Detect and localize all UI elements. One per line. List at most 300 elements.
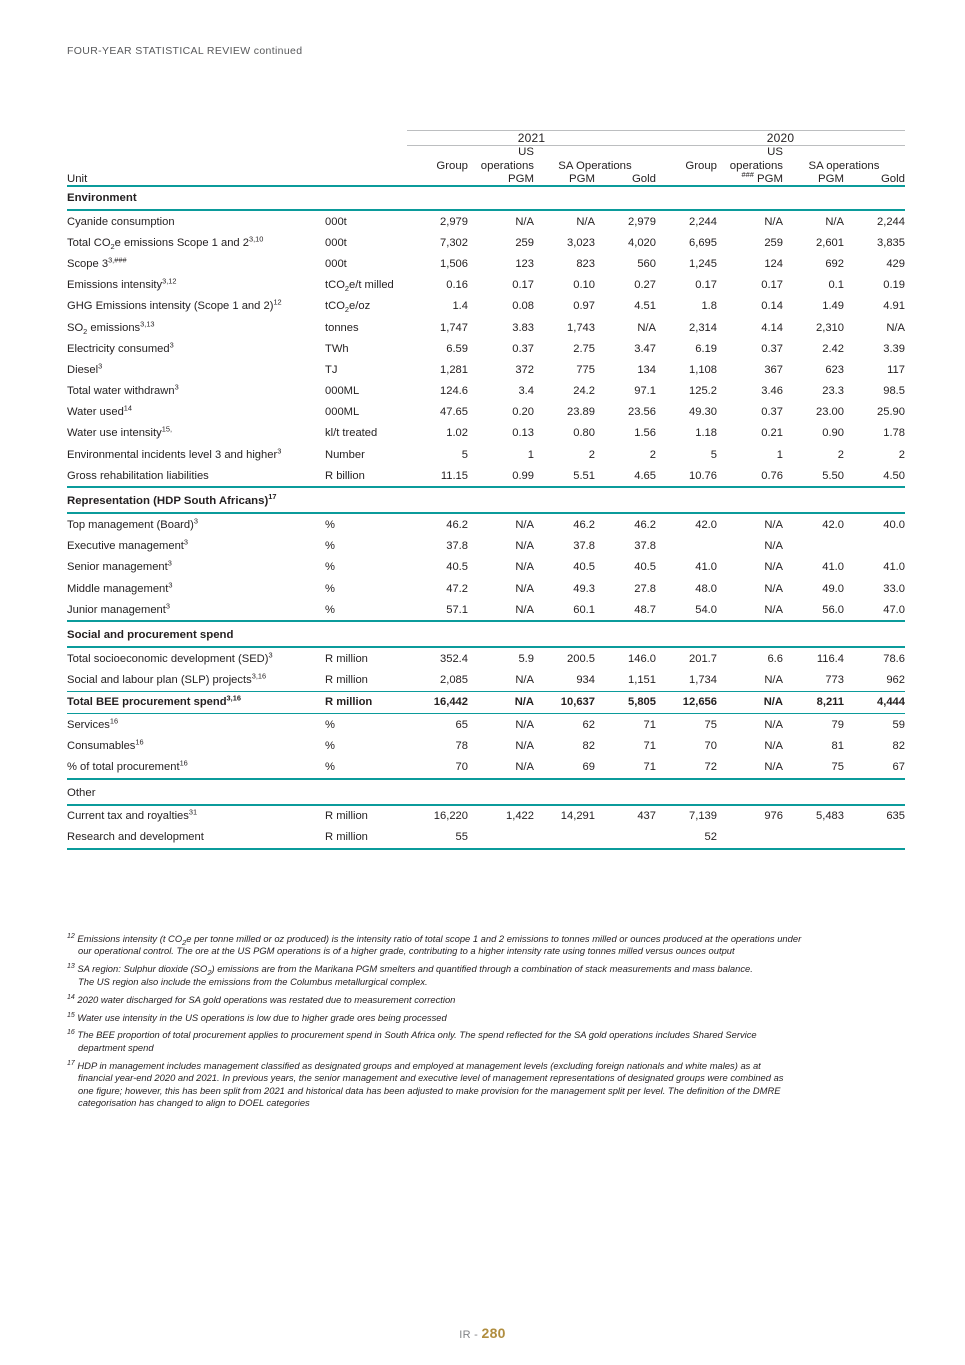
footnote-marker: 12 <box>67 932 75 940</box>
cell-value-2: 37.8 <box>573 540 595 553</box>
four-year-statistical-table <box>67 130 905 850</box>
sub-header-row <box>67 173 905 186</box>
cell-value-3 <box>595 827 656 848</box>
cell-value-1: 0.17 <box>512 279 534 292</box>
cell-value-2: 82 <box>582 739 595 752</box>
cell-value-5: 0.21 <box>761 427 783 440</box>
label: PGM <box>757 173 783 185</box>
table-row <box>67 211 905 232</box>
table-row <box>67 465 905 486</box>
year-label-row <box>67 131 905 146</box>
table-row <box>67 578 905 599</box>
footnote: $^{17}$ HDP in management includes management classified as designated groups and employed at management levels (excluding foreign nationals and white males) as at financial year-end 2020 and 2021. In previous years, the senior management and executive level of management representations of designated groups were combined as one figure; however, this has been split from 2021 and historical data has been adjusted to make provision for the management split per level. The definition of the DMRE categorisation has changed to align to DOEL categories <box>67 1060 912 1110</box>
row-unit: % <box>325 760 335 773</box>
cell-value-4: 2,244 <box>689 215 717 228</box>
cell-value-6: 23.00 <box>816 406 844 419</box>
col-head-2020-sa-gold: Gold <box>844 173 905 186</box>
row-label: Environmental incidents level 3 and higher$^3$ <box>67 445 282 461</box>
footnote: $^{14}$ 2020 water discharged for SA gold operations was restated due to measurement correction <box>67 993 456 1005</box>
cell-value-4: 1,108 <box>689 363 717 376</box>
row-label: Total $CO_2e$ emissions Scope 1 and 2$^{3,10}$ <box>67 234 264 252</box>
table-row <box>67 735 905 756</box>
row-unit: 000ML <box>325 406 360 419</box>
cell-value-7 <box>844 827 905 848</box>
cell-value-5: N/A <box>764 540 783 553</box>
cell-value-3: 1,151 <box>628 674 656 687</box>
cell-value-2: 3,023 <box>567 236 595 249</box>
table-row <box>67 557 905 578</box>
cell-value-2: 934 <box>576 674 595 687</box>
footnote: $^{13}$ SA region: Sulphur dioxide $(SO_2)$ emissions are from the Marikana PGM smelters and quantified through a combination of stack measurements and mass balance. The US region also include the emissions from the Columbus metallurgical complex. <box>67 963 912 988</box>
row-label: Gross rehabilitation liabilities <box>67 469 209 482</box>
cell-value-0: 1,281 <box>440 363 468 376</box>
cell-value-7: 4.50 <box>883 469 905 482</box>
col-head-2021-sa-gold: Gold <box>595 173 656 186</box>
page-footer <box>0 1325 965 1341</box>
cell-value-7: 78.6 <box>883 652 905 665</box>
cell-value-6: 49.0 <box>822 582 844 595</box>
cell-value-4: 201.7 <box>689 652 717 665</box>
section-title: Environment <box>67 192 137 204</box>
cell-value-6: 2,310 <box>816 321 844 334</box>
cell-value-0: 1,747 <box>440 321 468 334</box>
row-label: $SO_2$ emissions$^{3,13}$ <box>67 318 155 336</box>
cell-value-0: 70 <box>455 760 468 773</box>
row-label: Current tax and royalties$^{31}$ <box>67 807 198 823</box>
row-label: Cyanide consumption <box>67 215 175 228</box>
cell-value-1: N/A <box>515 561 534 574</box>
cell-value-4: 42.0 <box>695 519 717 532</box>
cell-value-2: 46.2 <box>573 519 595 532</box>
cell-value-4: 5 <box>710 448 717 461</box>
cell-value-1: N/A <box>515 540 534 553</box>
cell-value-6: 5,483 <box>816 810 844 823</box>
cell-value-7: 962 <box>886 674 905 687</box>
cell-value-0: 47.65 <box>440 406 468 419</box>
table-row <box>67 756 905 777</box>
cell-value-3: 27.8 <box>634 582 656 595</box>
cell-value-2: 5.51 <box>573 469 595 482</box>
cell-value-2: 0.10 <box>573 279 595 292</box>
us-line2: operations <box>729 159 783 172</box>
footer-page-number: 280 <box>481 1325 506 1341</box>
row-label: Water used$^{14}$ <box>67 403 133 419</box>
cell-value-2: N/A <box>576 215 595 228</box>
col-head-2020-sa-operations: SA operations <box>808 159 880 172</box>
table-row <box>67 359 905 380</box>
cell-value-7: 0.19 <box>883 279 905 292</box>
cell-value-4: 6.19 <box>695 342 717 355</box>
cell-value-4: 70 <box>704 739 717 752</box>
cell-value-0: 37.8 <box>446 540 468 553</box>
cell-value-1: N/A <box>515 603 534 616</box>
row-label: Top management (Board)$^3$ <box>67 516 198 532</box>
cell-value-5: N/A <box>764 718 783 731</box>
cell-value-3: 3.47 <box>634 342 656 355</box>
row-unit: % <box>325 540 335 553</box>
cell-value-5: 0.14 <box>761 300 783 313</box>
cell-value-4: 10.76 <box>689 469 717 482</box>
cell-value-3: 2,979 <box>628 215 656 228</box>
row-unit: TWh <box>325 342 349 355</box>
cell-value-5: N/A <box>764 215 783 228</box>
row-label: GHG Emissions intensity (Scope 1 and 2)$^{12}$ <box>67 297 282 313</box>
cell-value-0: 5 <box>461 448 468 461</box>
row-unit: % <box>325 561 335 574</box>
cell-value-6 <box>783 536 844 557</box>
cell-value-3: 437 <box>637 810 656 823</box>
row-unit: tonnes <box>325 321 359 334</box>
cell-value-4: 7,139 <box>689 810 717 823</box>
cell-value-5: 0.76 <box>761 469 783 482</box>
cell-value-0: 16,442 <box>433 696 468 709</box>
table-header <box>67 131 905 187</box>
col-head-2020-sa-pgm: PGM <box>783 173 844 186</box>
col-head-2020-group-sub <box>656 173 717 186</box>
cell-value-3: 23.56 <box>628 406 656 419</box>
cell-value-6: 2 <box>837 448 844 461</box>
year-header-2020: 2020 <box>656 131 905 146</box>
cell-value-2 <box>534 827 595 848</box>
row-unit: 000t <box>325 257 347 270</box>
row-label: Junior management$^3$ <box>67 601 171 616</box>
col-head-2020-group: Group <box>685 159 717 172</box>
cell-value-0: 46.2 <box>446 519 468 532</box>
cell-value-3: 46.2 <box>634 519 656 532</box>
row-label: % of total procurement$^{16}$ <box>67 758 188 773</box>
cell-value-1: 1,422 <box>506 810 534 823</box>
cell-value-6: 81 <box>831 739 844 752</box>
cell-value-7: 4,444 <box>877 696 905 709</box>
footnotes-list <box>67 933 912 1115</box>
row-label: Senior management$^3$ <box>67 558 172 574</box>
cell-value-1: 123 <box>515 257 534 270</box>
table-row <box>67 691 905 713</box>
cell-value-1 <box>468 827 534 848</box>
cell-value-4: 12,656 <box>682 696 717 709</box>
section-title: Representation (HDP South Africans)$^{17}$ <box>67 492 277 508</box>
table-row <box>67 275 905 296</box>
cell-value-4: 41.0 <box>695 561 717 574</box>
cell-value-0: 40.5 <box>446 561 468 574</box>
cell-value-5: N/A <box>764 674 783 687</box>
cell-value-4: 54.0 <box>695 603 717 616</box>
table-row <box>67 402 905 423</box>
table-body <box>67 186 905 849</box>
cell-value-4: 2,314 <box>689 321 717 334</box>
table-row <box>67 670 905 692</box>
cell-value-1: N/A <box>515 215 534 228</box>
cell-value-2: 49.3 <box>573 582 595 595</box>
row-unit: 000t <box>325 236 347 249</box>
row-label: Executive management$^3$ <box>67 537 189 553</box>
table-row <box>67 806 905 827</box>
cell-value-7: 1.78 <box>883 427 905 440</box>
restated-marker: ### <box>741 170 754 180</box>
cell-value-4: 6,695 <box>689 236 717 249</box>
cell-value-5: 976 <box>764 810 783 823</box>
cell-value-0: 78 <box>455 739 468 752</box>
us-line2: operations <box>480 159 534 172</box>
cell-value-3: 4.65 <box>634 469 656 482</box>
row-unit: kl/t treated <box>325 427 378 440</box>
cell-value-7: 41.0 <box>883 561 905 574</box>
table-row <box>67 296 905 317</box>
cell-value-1: 1 <box>527 448 534 461</box>
cell-value-7: 117 <box>887 363 905 376</box>
cell-value-7: 3.39 <box>883 342 905 355</box>
cell-value-5: N/A <box>764 603 783 616</box>
row-unit: R million <box>325 674 368 687</box>
cell-value-3: 146.0 <box>628 652 656 665</box>
cell-value-7: 33.0 <box>883 582 905 595</box>
table-row <box>67 599 905 620</box>
cell-value-1: 372 <box>515 363 534 376</box>
cell-value-6: 773 <box>825 674 844 687</box>
cell-value-7: 2,244 <box>877 215 905 228</box>
section-title: Social and procurement spend <box>67 629 234 642</box>
row-unit: R million <box>325 652 368 665</box>
cell-value-6: 79 <box>831 718 844 731</box>
row-unit: tCO$_2$e/t milled <box>325 279 394 294</box>
row-label: Consumables$^{16}$ <box>67 736 144 752</box>
cell-value-4 <box>656 536 717 557</box>
table-row <box>67 253 905 274</box>
cell-value-4: 75 <box>704 718 717 731</box>
row-label: Social and labour plan (SLP) projects$^{3,16}$ <box>67 671 267 687</box>
cell-value-1: N/A <box>514 696 534 709</box>
cell-value-1: 259 <box>515 236 534 249</box>
cell-value-6: 0.1 <box>828 279 844 292</box>
footnote-marker: 14 <box>67 993 75 1001</box>
cell-value-4: 125.2 <box>689 385 717 398</box>
cell-value-2: 40.5 <box>573 561 595 574</box>
cell-value-4: 0.17 <box>695 279 717 292</box>
table-row <box>67 648 905 669</box>
cell-value-6: 42.0 <box>822 519 844 532</box>
cell-value-7: 4.91 <box>883 300 905 313</box>
cell-value-7: N/A <box>886 321 905 334</box>
section-end-rule <box>67 848 905 849</box>
row-label: Total socioeconomic development (SED)$^3$ <box>67 650 273 665</box>
cell-value-5: 0.17 <box>761 279 783 292</box>
row-unit: R million <box>325 810 368 823</box>
cell-value-2: 200.5 <box>567 652 595 665</box>
us-line1: US <box>518 146 534 158</box>
col-head-2021-group-sub <box>407 173 468 186</box>
cell-value-3: 1.56 <box>634 427 656 440</box>
cell-value-6: 8,211 <box>816 696 844 709</box>
cell-value-2: 62 <box>582 718 595 731</box>
cell-value-5: N/A <box>763 696 783 709</box>
col-head-2021-group: Group <box>436 159 468 172</box>
cell-value-6: 41.0 <box>822 561 844 574</box>
row-label: Total water withdrawn$^3$ <box>67 382 179 398</box>
col-head-2021-sa-operations: SA Operations <box>558 159 632 172</box>
cell-value-7: 40.0 <box>883 519 905 532</box>
cell-value-6: 1.49 <box>822 300 844 313</box>
cell-value-3: 71 <box>643 760 656 773</box>
cell-value-7: 3,835 <box>877 236 905 249</box>
footnote-line: one figure; however, this has been split from 2021 and historical data has been adjusted to make provision for the management split per level. The definition of the DMRE <box>78 1084 781 1096</box>
row-unit: 000ML <box>325 385 360 398</box>
row-label: Electricity consumed$^3$ <box>67 339 174 355</box>
col-head-2021-us-pgm: PGM <box>468 173 534 186</box>
cell-value-3: 4,020 <box>628 236 656 249</box>
row-label: Diesel$^3$ <box>67 361 103 376</box>
cell-value-0: 65 <box>455 718 468 731</box>
cell-value-6: 692 <box>825 257 844 270</box>
cell-value-6: 5.50 <box>822 469 844 482</box>
row-unit: 000t <box>325 215 347 228</box>
col-head-2021-us-operations <box>468 146 534 174</box>
cell-value-0: 55 <box>455 831 468 844</box>
col-head-2020-us-pgm <box>717 170 783 186</box>
row-label: Water use intensity$^{15,}$ <box>67 424 172 440</box>
cell-value-0: 1.02 <box>446 427 468 440</box>
cell-value-7: 82 <box>892 739 905 752</box>
cell-value-1: 5.9 <box>518 652 534 665</box>
cell-value-5: 0.37 <box>761 406 783 419</box>
row-label: Scope $3^{3,\#\#\#}$ <box>67 255 127 270</box>
cell-value-2: 10,637 <box>560 696 595 709</box>
cell-value-5: 367 <box>764 363 783 376</box>
cell-value-6: 75 <box>831 760 844 773</box>
cell-value-1: 0.08 <box>512 300 534 313</box>
table-row <box>67 338 905 359</box>
row-label: Emissions intensity$^{3,12}$ <box>67 276 177 292</box>
cell-value-1: 0.13 <box>512 427 534 440</box>
cell-value-0: 352.4 <box>440 652 468 665</box>
cell-value-6: 0.90 <box>822 427 844 440</box>
cell-value-0: 16,220 <box>433 810 468 823</box>
cell-value-7: 635 <box>886 810 905 823</box>
cell-value-5: N/A <box>764 760 783 773</box>
cell-value-0: 6.59 <box>446 342 468 355</box>
cell-value-4: 49.30 <box>689 406 717 419</box>
cell-value-1: 0.20 <box>512 406 534 419</box>
table-row <box>67 381 905 402</box>
table-row <box>67 317 905 338</box>
footnote-marker: 13 <box>67 963 75 971</box>
row-unit: R billion <box>325 469 365 482</box>
year-header-2021: 2021 <box>407 131 656 146</box>
footnote: $^{15}$ Water use intensity in the US operations is low due to higher grade ores being processed <box>67 1011 447 1023</box>
section-title: Other <box>67 786 96 799</box>
cell-value-7: 59 <box>892 718 905 731</box>
cell-value-2: 23.89 <box>567 406 595 419</box>
cell-value-2: 69 <box>582 760 595 773</box>
cell-value-3: 4.51 <box>634 300 656 313</box>
cell-value-3: 0.27 <box>634 279 656 292</box>
footnote-marker: 16 <box>67 1029 75 1037</box>
cell-value-2: 14,291 <box>560 810 595 823</box>
cell-value-4: 1,245 <box>689 257 717 270</box>
cell-value-2: 823 <box>576 257 595 270</box>
cell-value-5: 0.37 <box>761 342 783 355</box>
row-unit: R million <box>325 696 373 709</box>
row-unit: R million <box>325 831 368 844</box>
footnote-line: categorisation has changed to align to DOEL categories <box>78 1096 310 1108</box>
cell-value-4: 52 <box>704 831 717 844</box>
col-head-2020-us-operations <box>717 146 783 174</box>
footnote-marker: 17 <box>67 1059 75 1067</box>
cell-value-2: 2.75 <box>573 342 595 355</box>
section-header-row <box>67 186 905 210</box>
table-row <box>67 514 905 535</box>
cell-value-5: 124 <box>764 257 783 270</box>
table-row <box>67 536 905 557</box>
cell-value-4: 48.0 <box>695 582 717 595</box>
cell-value-5: 3.46 <box>761 385 783 398</box>
statistics-table-container <box>67 130 905 850</box>
footnote-line: our operational control. The ore at the US PGM operations is of a higher grade, contributing to a higher intensity rate using tonnes milled versus ounces output <box>78 945 735 957</box>
cell-value-3: 2 <box>649 448 656 461</box>
cell-value-3: 560 <box>637 257 656 270</box>
cell-value-5: N/A <box>764 739 783 752</box>
group-header-row <box>67 146 905 174</box>
cell-value-0: 1.4 <box>452 300 468 313</box>
cell-value-4: 72 <box>704 760 717 773</box>
cell-value-2: 0.97 <box>573 300 595 313</box>
footnote: $^{12}$ Emissions intensity (t $CO_2e$ per tonne milled or oz produced) is the intensity ratio of total scope 1 and 2 emissions to tonnes milled or ounces produced at the operations under our operational control. The ore at the US PGM operations is of a higher grade, contributing to a higher intensity rate using tonnes milled versus ounces output <box>67 933 912 958</box>
footnote: $^{16}$ The BEE proportion of total procurement applies to procurement spend in South Africa only. The spend reflected for the SA gold operations includes Shared Service department spend <box>67 1029 912 1054</box>
cell-value-1: N/A <box>515 674 534 687</box>
cell-value-1: 3.4 <box>518 385 534 398</box>
row-unit: % <box>325 718 335 731</box>
table-row <box>67 232 905 253</box>
cell-value-2: 2 <box>588 448 595 461</box>
section-header-row <box>67 621 905 647</box>
row-unit: Number <box>325 448 365 461</box>
rule <box>67 848 905 849</box>
cell-value-2: 775 <box>576 363 595 376</box>
cell-value-1: N/A <box>515 582 534 595</box>
cell-value-4: 1.18 <box>695 427 717 440</box>
col-head-2021-sa-pgm: PGM <box>534 173 595 186</box>
cell-value-2: 0.80 <box>573 427 595 440</box>
cell-value-1: N/A <box>515 718 534 731</box>
row-label: Total BEE procurement spend$^{3,16}$ <box>67 693 241 709</box>
cell-value-0: 2,085 <box>440 674 468 687</box>
cell-value-5: 259 <box>764 236 783 249</box>
cell-value-3: 40.5 <box>634 561 656 574</box>
row-unit: tCO$_2$e/oz <box>325 300 371 315</box>
cell-value-6: 2,601 <box>816 236 844 249</box>
row-unit: % <box>325 603 335 616</box>
footnote-line: department spend <box>78 1041 154 1053</box>
row-label: Research and development <box>67 831 204 844</box>
cell-value-7: 47.0 <box>883 603 905 616</box>
cell-value-3: 71 <box>643 739 656 752</box>
cell-value-4: 1,734 <box>689 674 717 687</box>
cell-value-0: 2,979 <box>440 215 468 228</box>
cell-value-0: 124.6 <box>440 385 468 398</box>
table-row <box>67 827 905 848</box>
cell-value-5: N/A <box>764 561 783 574</box>
cell-value-3: 134 <box>637 363 656 376</box>
row-unit: % <box>325 739 335 752</box>
footnote-marker: 15 <box>67 1011 75 1019</box>
cell-value-0: 47.2 <box>446 582 468 595</box>
cell-value-3: 71 <box>643 718 656 731</box>
cell-value-0: 1,506 <box>440 257 468 270</box>
cell-value-1: N/A <box>515 519 534 532</box>
cell-value-6: 23.3 <box>822 385 844 398</box>
cell-value-6: N/A <box>825 215 844 228</box>
row-unit: % <box>325 519 335 532</box>
row-label: Middle management$^3$ <box>67 579 173 595</box>
